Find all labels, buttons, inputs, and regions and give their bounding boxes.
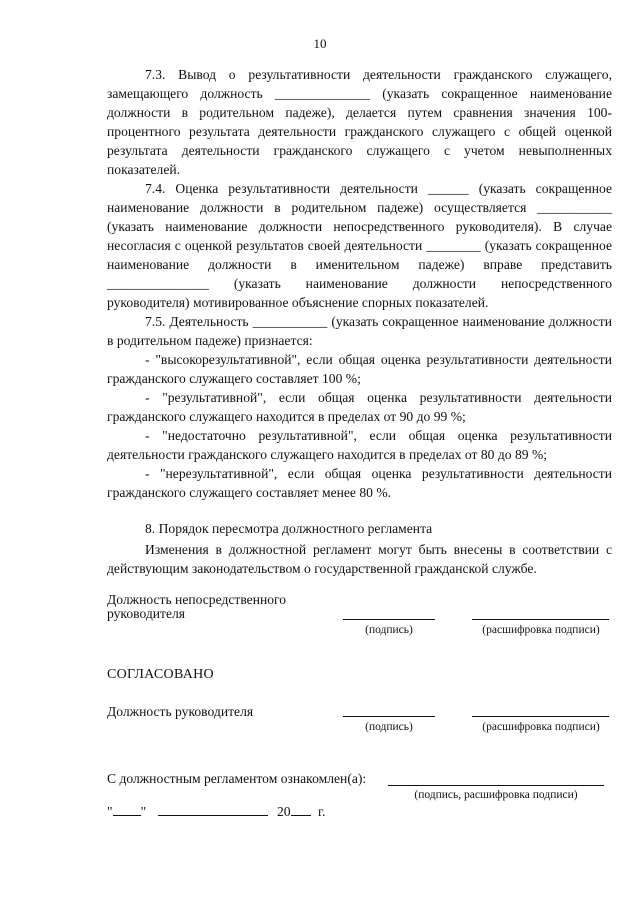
page-number: 10 <box>313 36 327 51</box>
year-prefix: 20 <box>276 804 291 819</box>
approved-label: СОГЛАСОВАНО <box>107 667 214 682</box>
list-item-ineffective: - "нерезультативной", если общая оценка результативности деятельности гражданского служащего составляет менее 80 %. <box>107 466 612 500</box>
date-quote-close: " <box>140 804 147 819</box>
supervisor-position-label-line2: руководителя <box>107 606 186 621</box>
day-blank <box>113 803 141 816</box>
month-blank <box>158 803 268 816</box>
year-suffix: г. <box>317 804 326 819</box>
head-position-label: Должность руководителя <box>107 704 254 719</box>
signature-decoding-line-1 <box>472 619 609 620</box>
signature-line-2 <box>343 716 435 717</box>
list-item-high: - "высокорезультативной", если общая оценка результативности деятельности гражданского служащего составляет 100 %; <box>107 352 612 386</box>
signature-caption-2: (подпись) <box>365 721 413 733</box>
acknowledgement-line <box>388 785 604 786</box>
signature-decoding-line-2 <box>472 716 609 717</box>
list-item-insufficient: - "недостаточно результативной", если общая оценка результативности деятельности гражданского служащего находится в пределах от 80 до 89 %; <box>107 428 612 462</box>
paragraph-7-3: 7.3. Вывод о результативности деятельности гражданского служащего, замещающего должность ______________ (указать сокращенное наименование должности в родительном падеже), делается путем сравнения значения 100-процентного результата деятельности гражданского служащего с общей оценкой результата деятельности гражданского служащего с учетом невыполненных показателей. <box>107 67 612 177</box>
acknowledgement-text: С должностным регламентом ознакомлен(а): <box>107 771 367 786</box>
paragraph-7-5: 7.5. Деятельность ___________ (указать сокращенное наименование должности в родительном падеже) признается: <box>107 314 612 348</box>
supervisor-position-label-line1: Должность непосредственного <box>107 592 287 607</box>
acknowledgement-caption: (подпись, расшифровка подписи) <box>414 789 578 801</box>
section-8-text: Изменения в должностной регламент могут быть внесены в соответствии с действующим законодательством о государственной гражданской службе. <box>107 542 612 576</box>
decoding-caption-2: (расшифровка подписи) <box>482 721 600 733</box>
section-8-heading: 8. Порядок пересмотра должностного регламента <box>145 521 433 536</box>
date-quote-open: " <box>107 804 113 819</box>
decoding-caption-1: (расшифровка подписи) <box>482 624 600 636</box>
date-line <box>107 803 325 820</box>
signature-line-1 <box>343 619 435 620</box>
signature-caption-1: (подпись) <box>365 624 413 636</box>
paragraph-7-4: 7.4. Оценка результативности деятельности ______ (указать сокращенное наименование должности в родительном падеже) осуществляется ___________ (указать наименование должности непосредственного руководителя). В случае несогласия с оценкой результатов своей деятельности ________ (указать сокращенное наименование должности в именительном падеже) вправе представить _______________ (указать наименование должности непосредственного руководителя) мотивированное объяснение спорных показателей. <box>107 181 612 310</box>
document-body <box>107 65 612 578</box>
year-blank <box>291 803 311 816</box>
list-item-effective: - "результативной", если общая оценка результативности деятельности гражданского служащего находится в пределах от 90 до 99 %; <box>107 390 612 424</box>
